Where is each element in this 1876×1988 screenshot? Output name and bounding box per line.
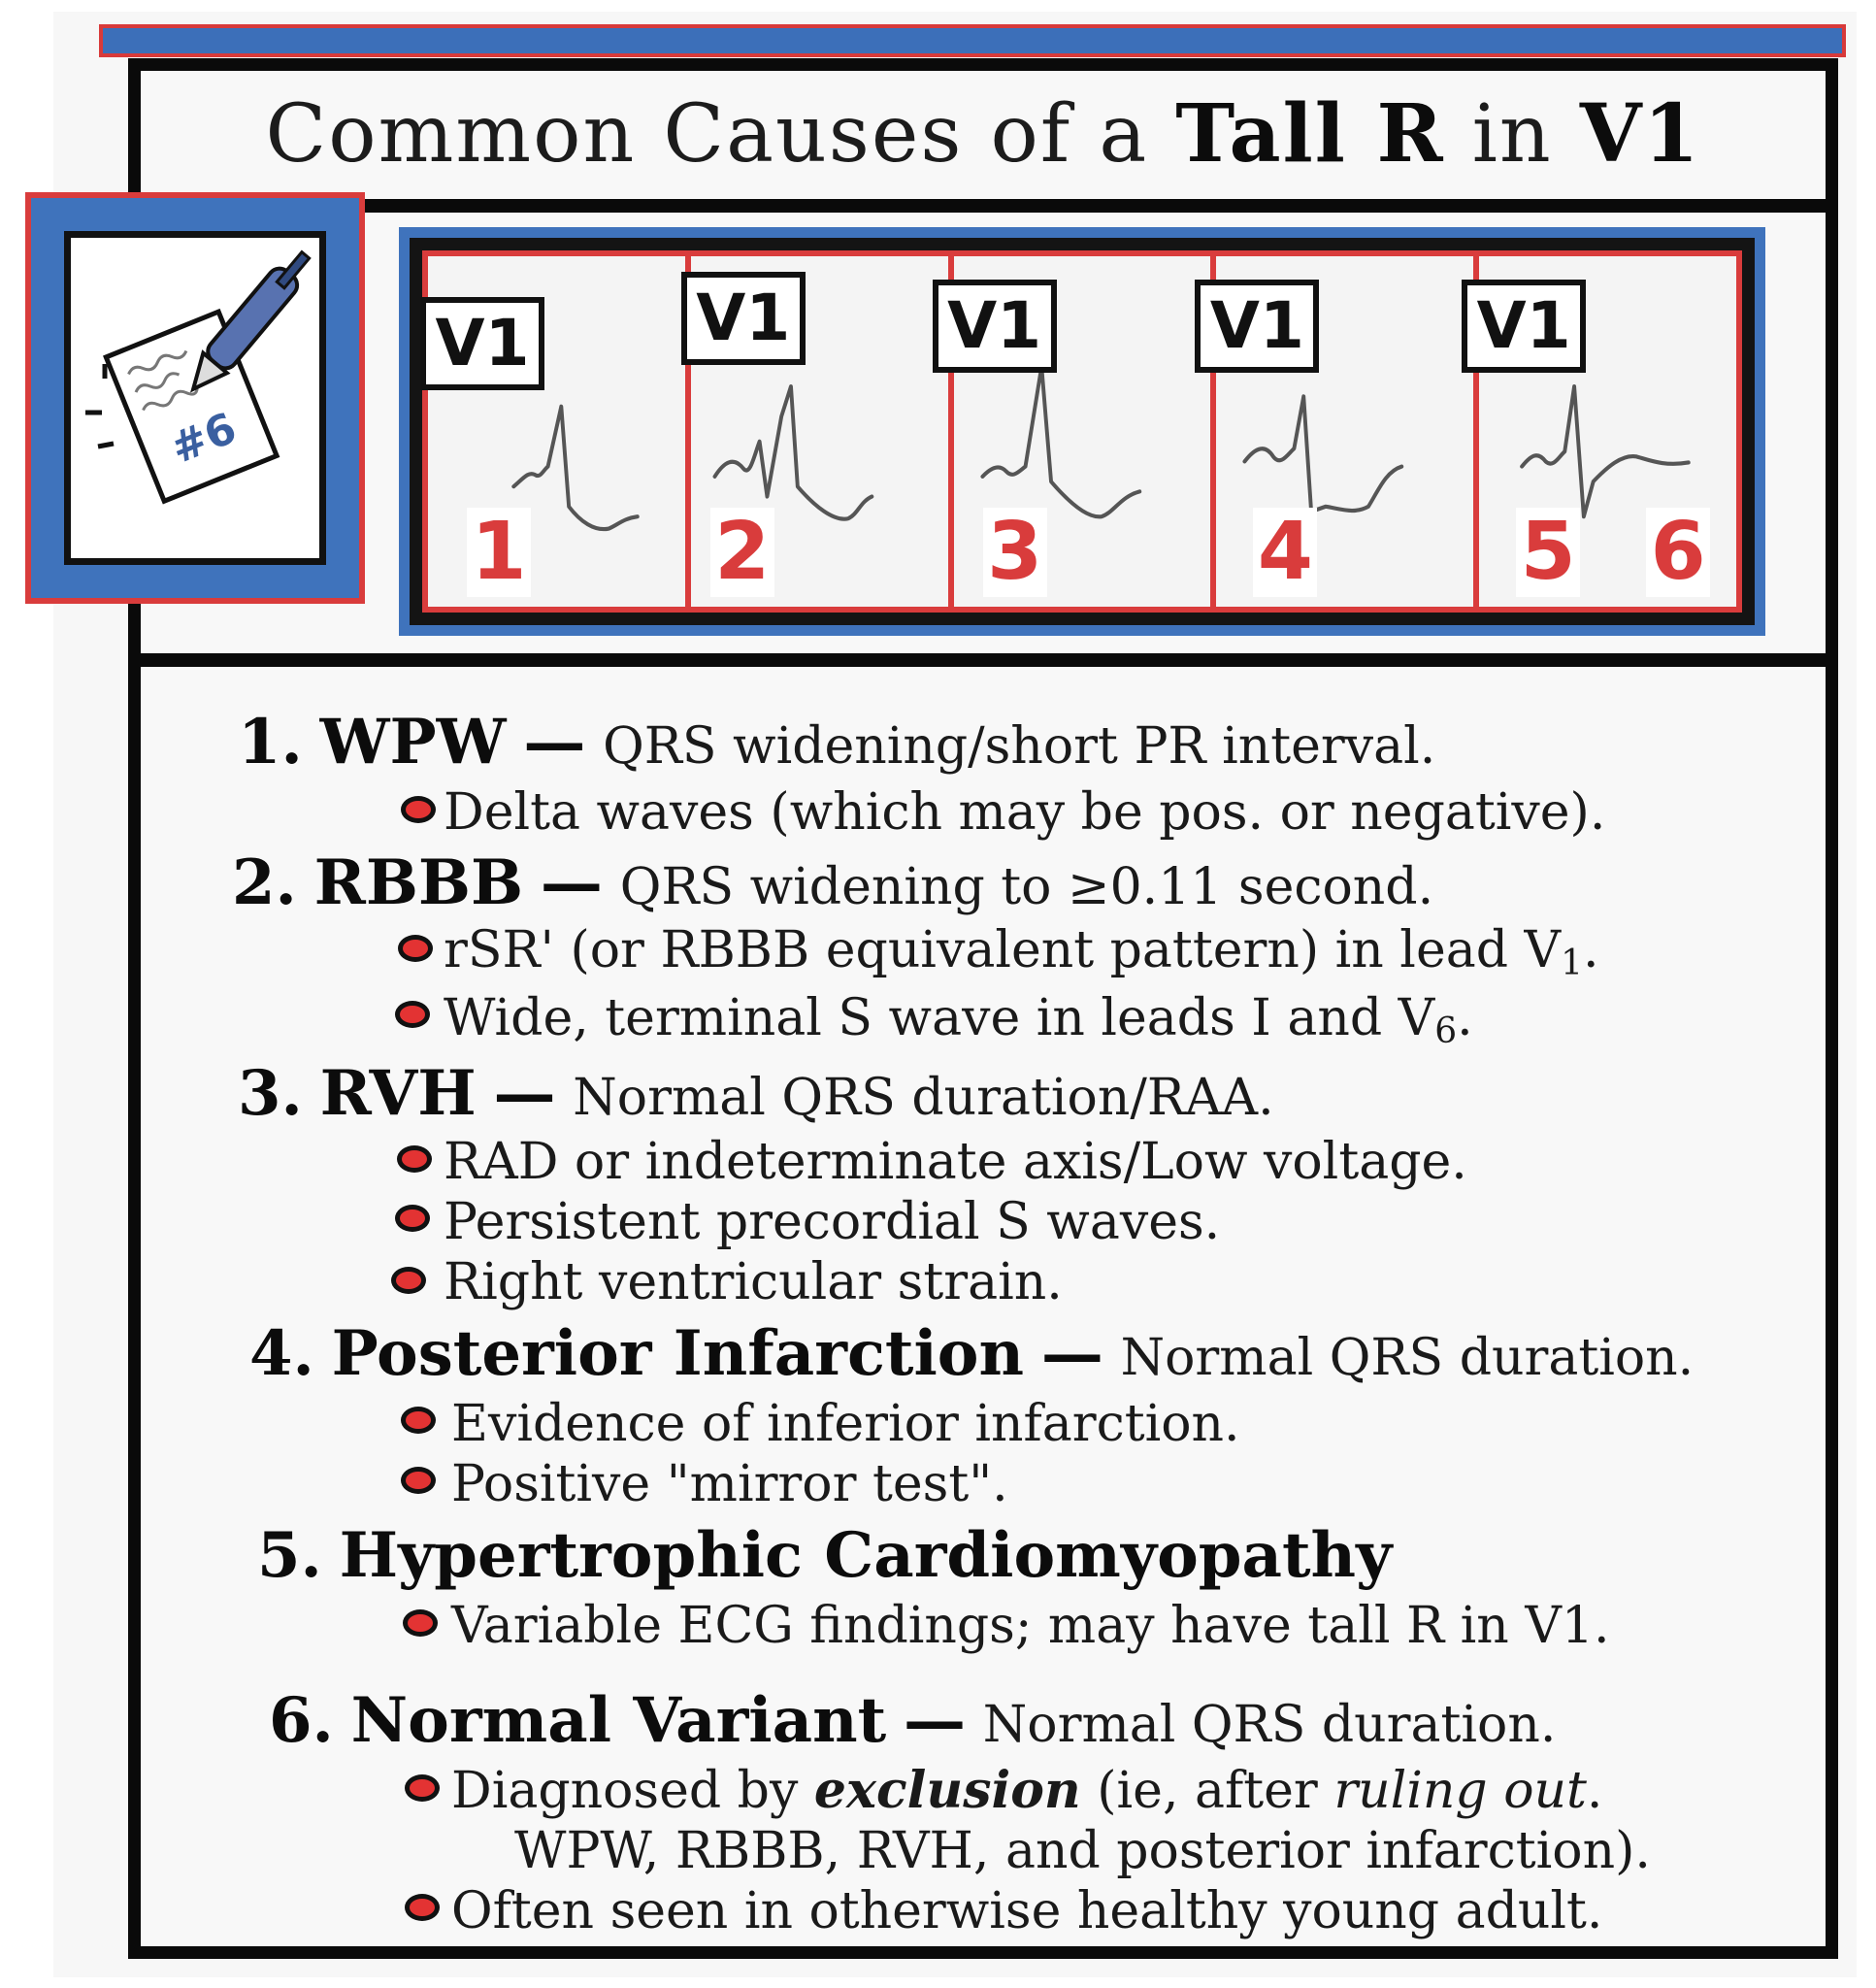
cause-dash: —: [903, 1684, 966, 1757]
cause-heading: [269, 1684, 1557, 1757]
cause-number: 4.: [249, 1317, 314, 1390]
bullet-text: [444, 921, 1599, 983]
subscript: 1: [1561, 944, 1583, 983]
lead-label-v1: V1: [1462, 280, 1586, 373]
strip-number: 2: [710, 508, 774, 597]
lead-label-v1: V1: [933, 280, 1057, 373]
cause-number: 5.: [257, 1519, 322, 1592]
bullet-text: Right ventricular strain.: [444, 1253, 1063, 1311]
bullet-text: Delta waves (which may be pos. or negative).: [444, 783, 1606, 842]
bullet-text: Positive "mirror test".: [451, 1455, 1008, 1513]
bullet-text-main: rSR' (or RBBB equivalent pattern) in lead V: [444, 921, 1562, 979]
bullet-text-main: Diagnosed by: [451, 1762, 799, 1820]
cause-name: WPW: [319, 706, 507, 779]
ecg-strip-4: [1209, 256, 1479, 607]
strip-number: 1: [467, 508, 531, 597]
ecg-strip-5-6: [1476, 256, 1736, 607]
emphasis-exclusion: exclusion: [813, 1761, 1081, 1820]
cause-name: RVH: [319, 1057, 477, 1130]
cause-dash: —: [493, 1057, 556, 1130]
notepad-label: #6: [163, 403, 244, 475]
bullet-dot: [405, 1894, 440, 1921]
cause-dash: —: [1040, 1317, 1103, 1390]
cause-name: RBBB: [313, 846, 524, 919]
cause-heading: [238, 706, 1436, 779]
title-bold-tall-r: Tall R: [1175, 87, 1445, 181]
lead-label-v1: V1: [1195, 280, 1319, 373]
cause-number: 3.: [238, 1057, 303, 1130]
lead-label-v1: V1: [681, 272, 806, 365]
bullet-dot: [391, 1267, 426, 1294]
title-bold-v1: V1: [1579, 87, 1701, 181]
notepad-pen-icon: [71, 238, 318, 548]
bullet-text-mid: (ie, after: [1097, 1762, 1318, 1820]
bullet-text: [451, 1761, 1603, 1820]
bullet-dot: [403, 1609, 438, 1637]
bullet-text: Variable ECG findings; may have tall R in V1.: [451, 1597, 1610, 1655]
bullet-dot: [401, 796, 436, 823]
bullet-text: RAD or indeterminate axis/Low voltage.: [444, 1133, 1467, 1191]
strip-number: 3: [983, 508, 1047, 597]
bullet-text: Evidence of inferior infarction.: [451, 1395, 1240, 1453]
strip-number: 4: [1253, 508, 1317, 597]
cause-number: 6.: [269, 1684, 334, 1757]
cause-name: Normal Variant: [350, 1684, 887, 1757]
bullet-dot: [395, 1205, 430, 1232]
emphasis-ruling-out: ruling out: [1333, 1762, 1587, 1820]
cause-number: 1.: [238, 706, 303, 779]
cause-dash: —: [523, 706, 586, 779]
cause-dash: —: [540, 846, 603, 919]
cause-description: Normal QRS duration.: [1120, 1329, 1695, 1387]
bullet-text-main: Wide, terminal S wave in leads I and V: [444, 989, 1435, 1047]
ecg-panel: [399, 227, 1765, 636]
bullet-text: [444, 989, 1473, 1051]
bullet-dot: [401, 1467, 436, 1494]
ecg-strip-2: [691, 256, 954, 607]
cause-description: QRS widening/short PR interval.: [603, 717, 1436, 776]
bullet-dot: [395, 1001, 430, 1028]
bullet-text: Persistent precordial S waves.: [444, 1193, 1221, 1251]
cause-description: QRS widening to ≥0.11 second.: [619, 858, 1434, 916]
cause-description: Normal QRS duration.: [982, 1696, 1557, 1754]
cause-heading: [232, 846, 1434, 919]
cause-name: Posterior Infarction: [331, 1317, 1024, 1390]
strip-number: 5: [1516, 508, 1580, 597]
subscript: 6: [1434, 1011, 1458, 1051]
bullet-end: .: [1457, 989, 1473, 1047]
ecg-strip-row: [422, 250, 1742, 613]
bullet-continuation: WPW, RBBB, RVH, and posterior infarction).: [514, 1822, 1651, 1880]
bullet-end: .: [1586, 1762, 1603, 1820]
bullet-dot: [401, 1407, 436, 1434]
cause-heading: [238, 1057, 1274, 1130]
ecg-strip-3: [947, 256, 1217, 607]
top-decorative-bar: [99, 24, 1846, 57]
title-prefix: Common Causes of a: [265, 88, 1149, 181]
strip-number: 6: [1646, 508, 1710, 597]
cause-number: 2.: [232, 846, 297, 919]
bullet-dot: [398, 935, 433, 962]
title-mid: in: [1471, 88, 1553, 181]
notepad-icon-frame: [25, 192, 365, 604]
bullet-dot: [397, 1145, 432, 1173]
bullet-text: Often seen in otherwise healthy young adult.: [451, 1882, 1603, 1940]
bullet-dot: [405, 1774, 440, 1802]
cause-description: Normal QRS duration/RAA.: [573, 1069, 1274, 1127]
lead-label-v1: V1: [420, 297, 544, 390]
bullet-end: .: [1583, 921, 1599, 979]
notepad-icon-panel: [64, 231, 326, 565]
cause-name: Hypertrophic Cardiomyopathy: [339, 1519, 1393, 1592]
cause-heading: [257, 1519, 1393, 1592]
cause-heading: [249, 1317, 1695, 1390]
ecg-strip-1: [428, 256, 691, 607]
